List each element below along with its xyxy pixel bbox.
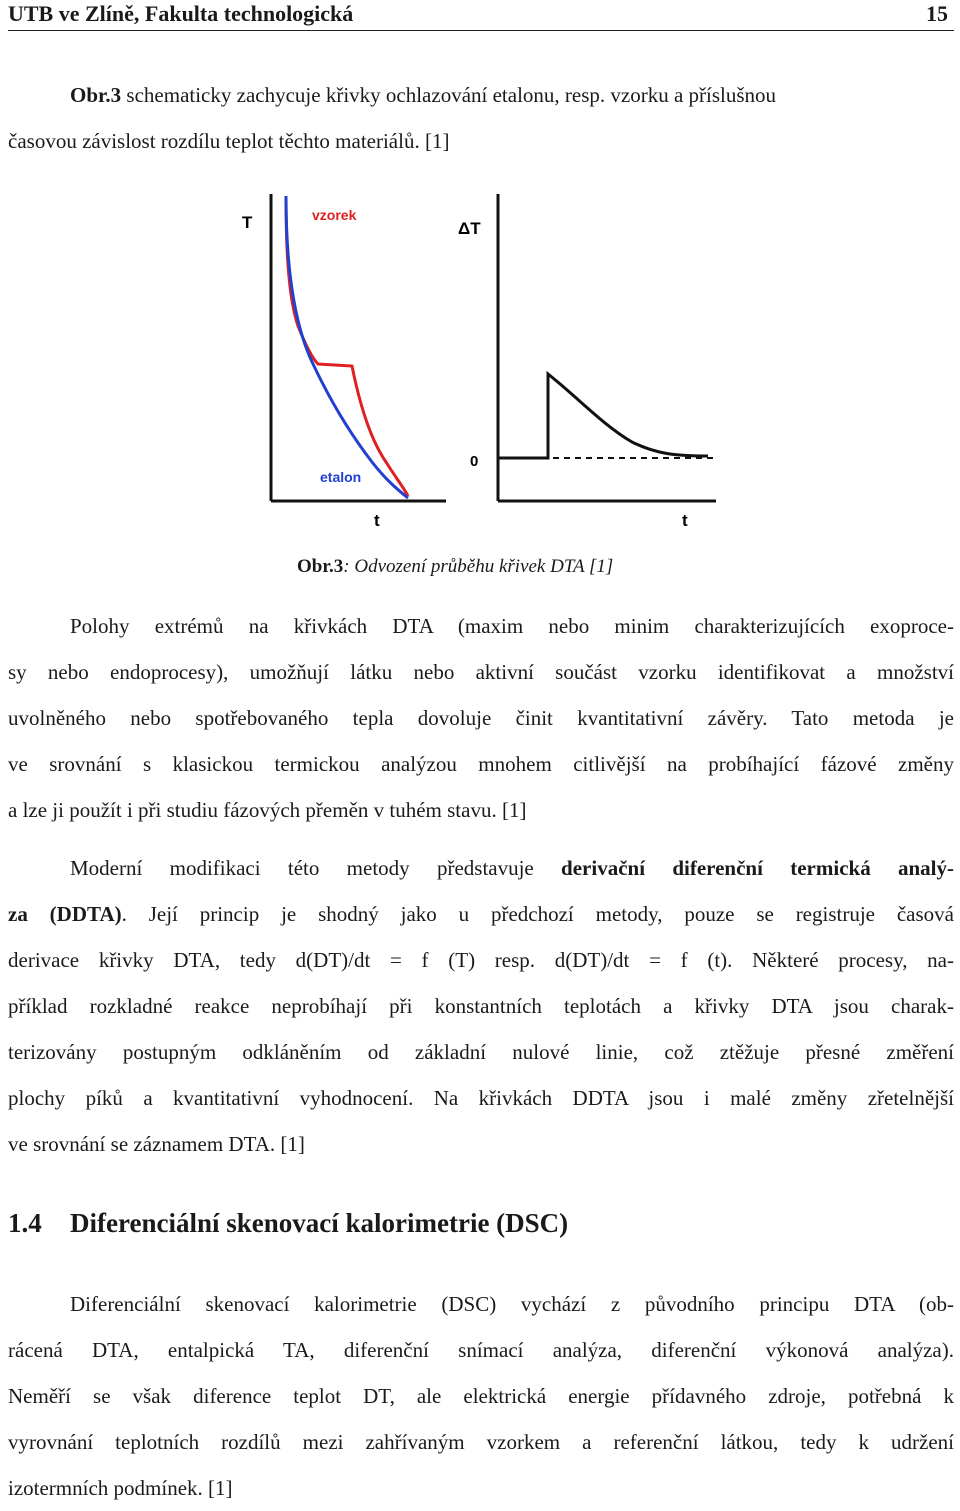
paragraph-dta-extremes [8,603,954,833]
para3-line-4: vyrovnání teplotních rozdílů mezi zahřívaným vzorkem a referenční látkou, tedy k udržení [8,1430,954,1454]
para3-line-1: Diferenciální skenovací kalorimetrie (DSC) vychází z původního principu DTA (ob- [70,1292,954,1316]
intro-line-1 [8,72,954,118]
section-heading [8,1208,568,1239]
para1-line-1: Polohy extrémů na křivkách DTA (maxim nebo minim charakterizujících exoproce- [70,614,954,638]
left-plot [242,194,446,530]
paragraph-ddta [8,845,954,1167]
ddta-term-part1: derivační diferenční termická analý- [561,856,954,880]
intro-line-1-text: schematicky zachycuje křivky ochlazování etalonu, resp. vzorku a příslušnou [121,83,777,107]
figure-caption [297,556,613,578]
header-title: UTB ve Zlíně, Fakulta technologická [8,1,354,26]
section-number: 1.4 [8,1208,42,1238]
para1-line-4: ve srovnání s klasickou termickou analýzou mnohem citlivější na probíhající fázové změny [8,752,954,776]
para1-line-5: a lze ji použít i při studiu fázových přeměn v tuhém stavu. [1] [8,798,527,822]
para3-line-3: Neměří se však diference teplot DT, ale elektrická energie přídavného zdroje, potřebná k [8,1384,954,1408]
para2-line-2 [8,891,954,937]
left-x-label: t [374,511,380,530]
dta-figure [236,186,736,531]
para1-line-2: sy nebo endoprocesy), umožňují látku nebo aktivní součást vzorku identifikovat a množství [8,660,954,684]
ddta-term-part2: za (DDTA) [8,902,122,926]
caption-text: : Odvození průběhu křivek DTA [1] [343,556,614,577]
zero-label: 0 [470,453,479,470]
figure-reference[interactable]: Obr.3 [70,83,122,107]
dta-curve [498,374,708,458]
intro-line-2: časovou závislost rozdílu teplot těchto materiálů. [1] [8,129,450,153]
right-y-label: ΔT [458,219,481,238]
caption-reference: Obr.3 [297,556,344,577]
para3-line-5: izotermních podmínek. [1] [8,1476,233,1500]
para2-line-7: ve srovnání se záznamem DTA. [1] [8,1132,305,1156]
para2-line-1 [8,845,954,891]
para2-line-1-text: Moderní modifikaci této metody představuje [70,856,562,880]
paragraph-dsc [8,1281,954,1511]
page-header [8,0,954,31]
para2-line-3: derivace křivky DTA, tedy d(DT)/dt = f (T) resp. d(DT)/dt = f (t). Některé procesy, na- [8,948,954,972]
para2-line-5: terizovány postupným odkláněním od základní nulové linie, což ztěžuje přesné změření [8,1040,954,1064]
reference-curve [286,196,408,498]
para2-line-6: plochy píků a kvantitativní vyhodnocení. Na křivkách DDTA jsou i malé změny zřetelnější [8,1086,954,1110]
sample-label: vzorek [312,207,357,223]
page-number: 15 [926,1,948,26]
para2-line-2-text: . Její princip je shodný jako u předchozí metody, pouze se registruje časová [121,902,954,926]
right-x-label: t [682,511,688,530]
left-y-label: T [242,213,253,232]
para3-line-2: rácená DTA, entalpická TA, diferenční snímací analýza, diferenční výkonová analýza). [8,1338,954,1362]
section-title: Diferenciální skenovací kalorimetrie (DSC) [70,1208,569,1238]
para1-line-3: uvolněného nebo spotřebovaného tepla dovoluje činit kvantitativní závěry. Tato metoda je [8,706,954,730]
intro-paragraph [8,72,954,164]
reference-label: etalon [320,469,362,485]
right-plot [458,194,716,530]
para2-line-4: příklad rozkladné reakce neprobíhají při konstantních teplotách a křivky DTA jsou charak- [8,994,954,1018]
